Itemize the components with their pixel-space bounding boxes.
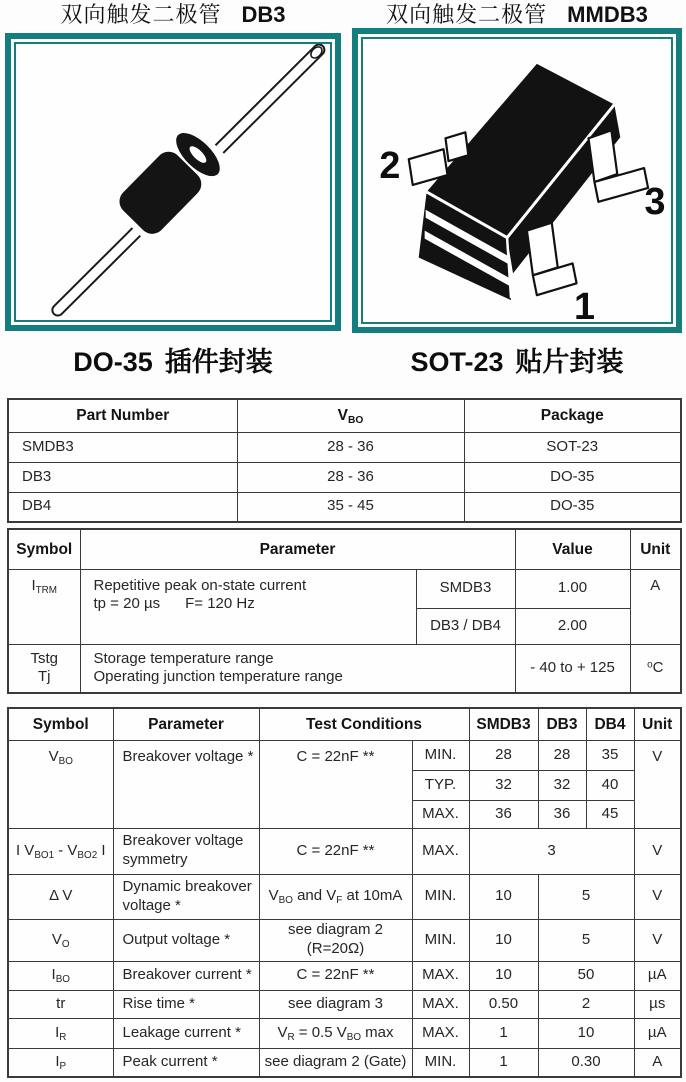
col-header-vbo: $V_{BO}$ (237, 399, 464, 432)
table-row (8, 961, 681, 990)
cell-test-condition: C = 22nF ** (259, 828, 412, 874)
col-header-db3: DB3 (538, 708, 586, 740)
cell-unit: $^o$C (630, 644, 681, 693)
left-title-chinese: 双向触发二极管 (60, 2, 222, 27)
cell-test-condition: see diagram 2 (R=20Ω) (259, 919, 412, 961)
do35-diode-illustration (16, 44, 330, 320)
sot23-package-illustration (363, 39, 671, 322)
do35-caption-chinese: 插件封装 (164, 347, 273, 377)
cell-parameter: Storage temperature range Operating junction temperature range (80, 644, 515, 693)
cell-symbol-vbo-symmetry: I $V_{BO1} - V_{BO2}$ I (8, 828, 113, 874)
cell-value-smdb3: 10 (469, 874, 538, 919)
cell-value: - 40 to + 125 (515, 644, 630, 693)
cell-test-condition: see diagram 3 (259, 990, 412, 1018)
characteristics-table (7, 707, 682, 1078)
cell-symbol-ir: $I_R$ (8, 1018, 113, 1048)
cell-test-condition: $V_{BO}$ and $V_F$ at 10mA (259, 874, 412, 919)
do35-caption-code: DO-35 (73, 347, 153, 377)
cell-value-db3: 32 (538, 770, 586, 800)
table-row (8, 462, 681, 492)
col-header-package: Package (464, 399, 681, 432)
table-row (8, 569, 681, 608)
table-row (8, 874, 681, 919)
t2-header-row (8, 529, 681, 569)
do35-caption (5, 340, 341, 376)
cell-mode: MIN. (412, 740, 469, 770)
cell-device-label: DB3 / DB4 (416, 608, 515, 644)
cell-test-condition: C = 22nF ** (259, 961, 412, 990)
cell-value-db3: 36 (538, 800, 586, 828)
cell-symbol-vbo: $V_{BO}$ (8, 740, 113, 828)
table-row (8, 1048, 681, 1077)
cell-value-smdb3: 1 (469, 1048, 538, 1077)
cell-mode: MAX. (412, 828, 469, 874)
cell-mode: MAX. (412, 800, 469, 828)
cell-value-smdb3: 0.50 (469, 990, 538, 1018)
sot23-image-frame (352, 28, 682, 333)
cell-unit: V (634, 919, 681, 961)
cell-parameter: Breakover voltage * (113, 740, 259, 828)
cell-test-condition: $V_R = 0.5$ $V_{BO}$ max (259, 1018, 412, 1048)
sot23-body (419, 64, 621, 300)
cell-package: DO-35 (464, 462, 681, 492)
cell-parameter: Peak current * (113, 1048, 259, 1077)
cell-mode: MIN. (412, 919, 469, 961)
sot23-caption-chinese: 贴片封装 (515, 347, 624, 377)
cell-mode: MIN. (412, 1048, 469, 1077)
col-header-unit: Unit (634, 708, 681, 740)
cell-parameter: Repetitive peak on-state current tp = 20 µs F= 120 Hz (80, 569, 416, 644)
sot23-caption-code: SOT-23 (410, 347, 504, 377)
diode-body (104, 117, 236, 249)
right-image-title (352, 1, 682, 31)
cell-value-db3-db4: 5 (538, 919, 634, 961)
cell-mode: MIN. (412, 874, 469, 919)
cell-parameter: Breakover current * (113, 961, 259, 990)
cell-parameter: Leakage current * (113, 1018, 259, 1048)
cell-device-label: SMDB3 (416, 569, 515, 608)
cell-symbol-itrm: $I_{TRM}$ (8, 569, 80, 644)
table-row (8, 432, 681, 462)
cell-value-db3-db4: 50 (538, 961, 634, 990)
table-row (8, 492, 681, 522)
table-row (8, 990, 681, 1018)
cell-value-smdb3: 32 (469, 770, 538, 800)
left-title-part-code: DB3 (241, 2, 286, 27)
col-header-parameter: Parameter (80, 529, 515, 569)
table-row (8, 919, 681, 961)
do35-image-frame (5, 33, 341, 331)
cell-mode: MAX. (412, 1018, 469, 1048)
col-header-smdb3: SMDB3 (469, 708, 538, 740)
cell-unit: A (630, 569, 681, 644)
table-row (8, 644, 681, 693)
cell-vbo-range: 28 - 36 (237, 462, 464, 492)
cell-test-condition: see diagram 2 (Gate) (259, 1048, 412, 1077)
cell-value-db4: 45 (586, 800, 634, 828)
col-header-test-conditions: Test Conditions (259, 708, 469, 740)
pin-label-2: 2 (379, 144, 401, 187)
cell-vbo-range: 35 - 45 (237, 492, 464, 522)
part-number-table (7, 398, 682, 523)
cell-part-number: DB3 (8, 462, 237, 492)
right-title-part-code: MMDB3 (567, 2, 648, 27)
t1-header-row (8, 399, 681, 432)
cell-value-db3-db4: 0.30 (538, 1048, 634, 1077)
cell-value-smdb3: 10 (469, 919, 538, 961)
pin-2-upper (446, 132, 469, 161)
cell-value-smdb3: 10 (469, 961, 538, 990)
cell-value-db3-db4: 10 (538, 1018, 634, 1048)
table-row (8, 828, 681, 874)
col-header-symbol: Symbol (8, 708, 113, 740)
cell-value-db3: 28 (538, 740, 586, 770)
sot23-image-inner-border (361, 37, 673, 324)
cell-test-condition: C = 22nF ** (259, 740, 412, 828)
cell-value-db3-db4: 5 (538, 874, 634, 919)
cell-mode: TYP. (412, 770, 469, 800)
cell-value-smdb3: 28 (469, 740, 538, 770)
cell-mode: MAX. (412, 961, 469, 990)
cell-value: 1.00 (515, 569, 630, 608)
do35-image-inner-border (14, 42, 332, 322)
cell-unit: A (634, 1048, 681, 1077)
cell-mode: MAX. (412, 990, 469, 1018)
cell-symbol-vo: $V_O$ (8, 919, 113, 961)
cell-unit: µA (634, 961, 681, 990)
pin-3-lead (588, 130, 617, 182)
cell-unit: µA (634, 1018, 681, 1048)
cell-value-smdb3: 36 (469, 800, 538, 828)
ratings-table (7, 528, 682, 694)
cell-symbol-ip: $I_P$ (8, 1048, 113, 1077)
cell-parameter: Output voltage * (113, 919, 259, 961)
cell-symbol-delta-v: Δ V (8, 874, 113, 919)
col-header-db4: DB4 (586, 708, 634, 740)
cell-value: 2.00 (515, 608, 630, 644)
cell-vbo-range: 28 - 36 (237, 432, 464, 462)
cell-symbol-tr: tr (8, 990, 113, 1018)
pin-1-lead (527, 223, 558, 276)
col-header-part-number: Part Number (8, 399, 237, 432)
pin-label-1: 1 (574, 285, 596, 322)
col-header-value: Value (515, 529, 630, 569)
cell-package: SOT-23 (464, 432, 681, 462)
col-header-unit: Unit (630, 529, 681, 569)
table-row (8, 740, 681, 770)
cell-package: DO-35 (464, 492, 681, 522)
cell-unit: V (634, 828, 681, 874)
cell-unit: V (634, 740, 681, 828)
cell-unit: V (634, 874, 681, 919)
cell-parameter: Rise time * (113, 990, 259, 1018)
cell-symbol-tstg-tj: Tstg Tj (8, 644, 80, 693)
cell-part-number: DB4 (8, 492, 237, 522)
pin-label-3: 3 (644, 179, 666, 222)
cell-value-db3-db4: 2 (538, 990, 634, 1018)
cell-unit: µs (634, 990, 681, 1018)
sot23-caption (352, 340, 682, 376)
t3-header-row (8, 708, 681, 740)
col-header-symbol: Symbol (8, 529, 80, 569)
cell-symbol-ibo: $I_{BO}$ (8, 961, 113, 990)
right-title-chinese: 双向触发二极管 (386, 2, 548, 27)
col-header-parameter: Parameter (113, 708, 259, 740)
cell-part-number: SMDB3 (8, 432, 237, 462)
left-image-title (5, 1, 341, 31)
cell-parameter: Dynamic breakover voltage * (113, 874, 259, 919)
cell-value-db4: 35 (586, 740, 634, 770)
cell-parameter: Breakover voltage symmetry (113, 828, 259, 874)
table-row (8, 1018, 681, 1048)
cell-value-all: 3 (469, 828, 634, 874)
cell-value-db4: 40 (586, 770, 634, 800)
cell-value-smdb3: 1 (469, 1018, 538, 1048)
